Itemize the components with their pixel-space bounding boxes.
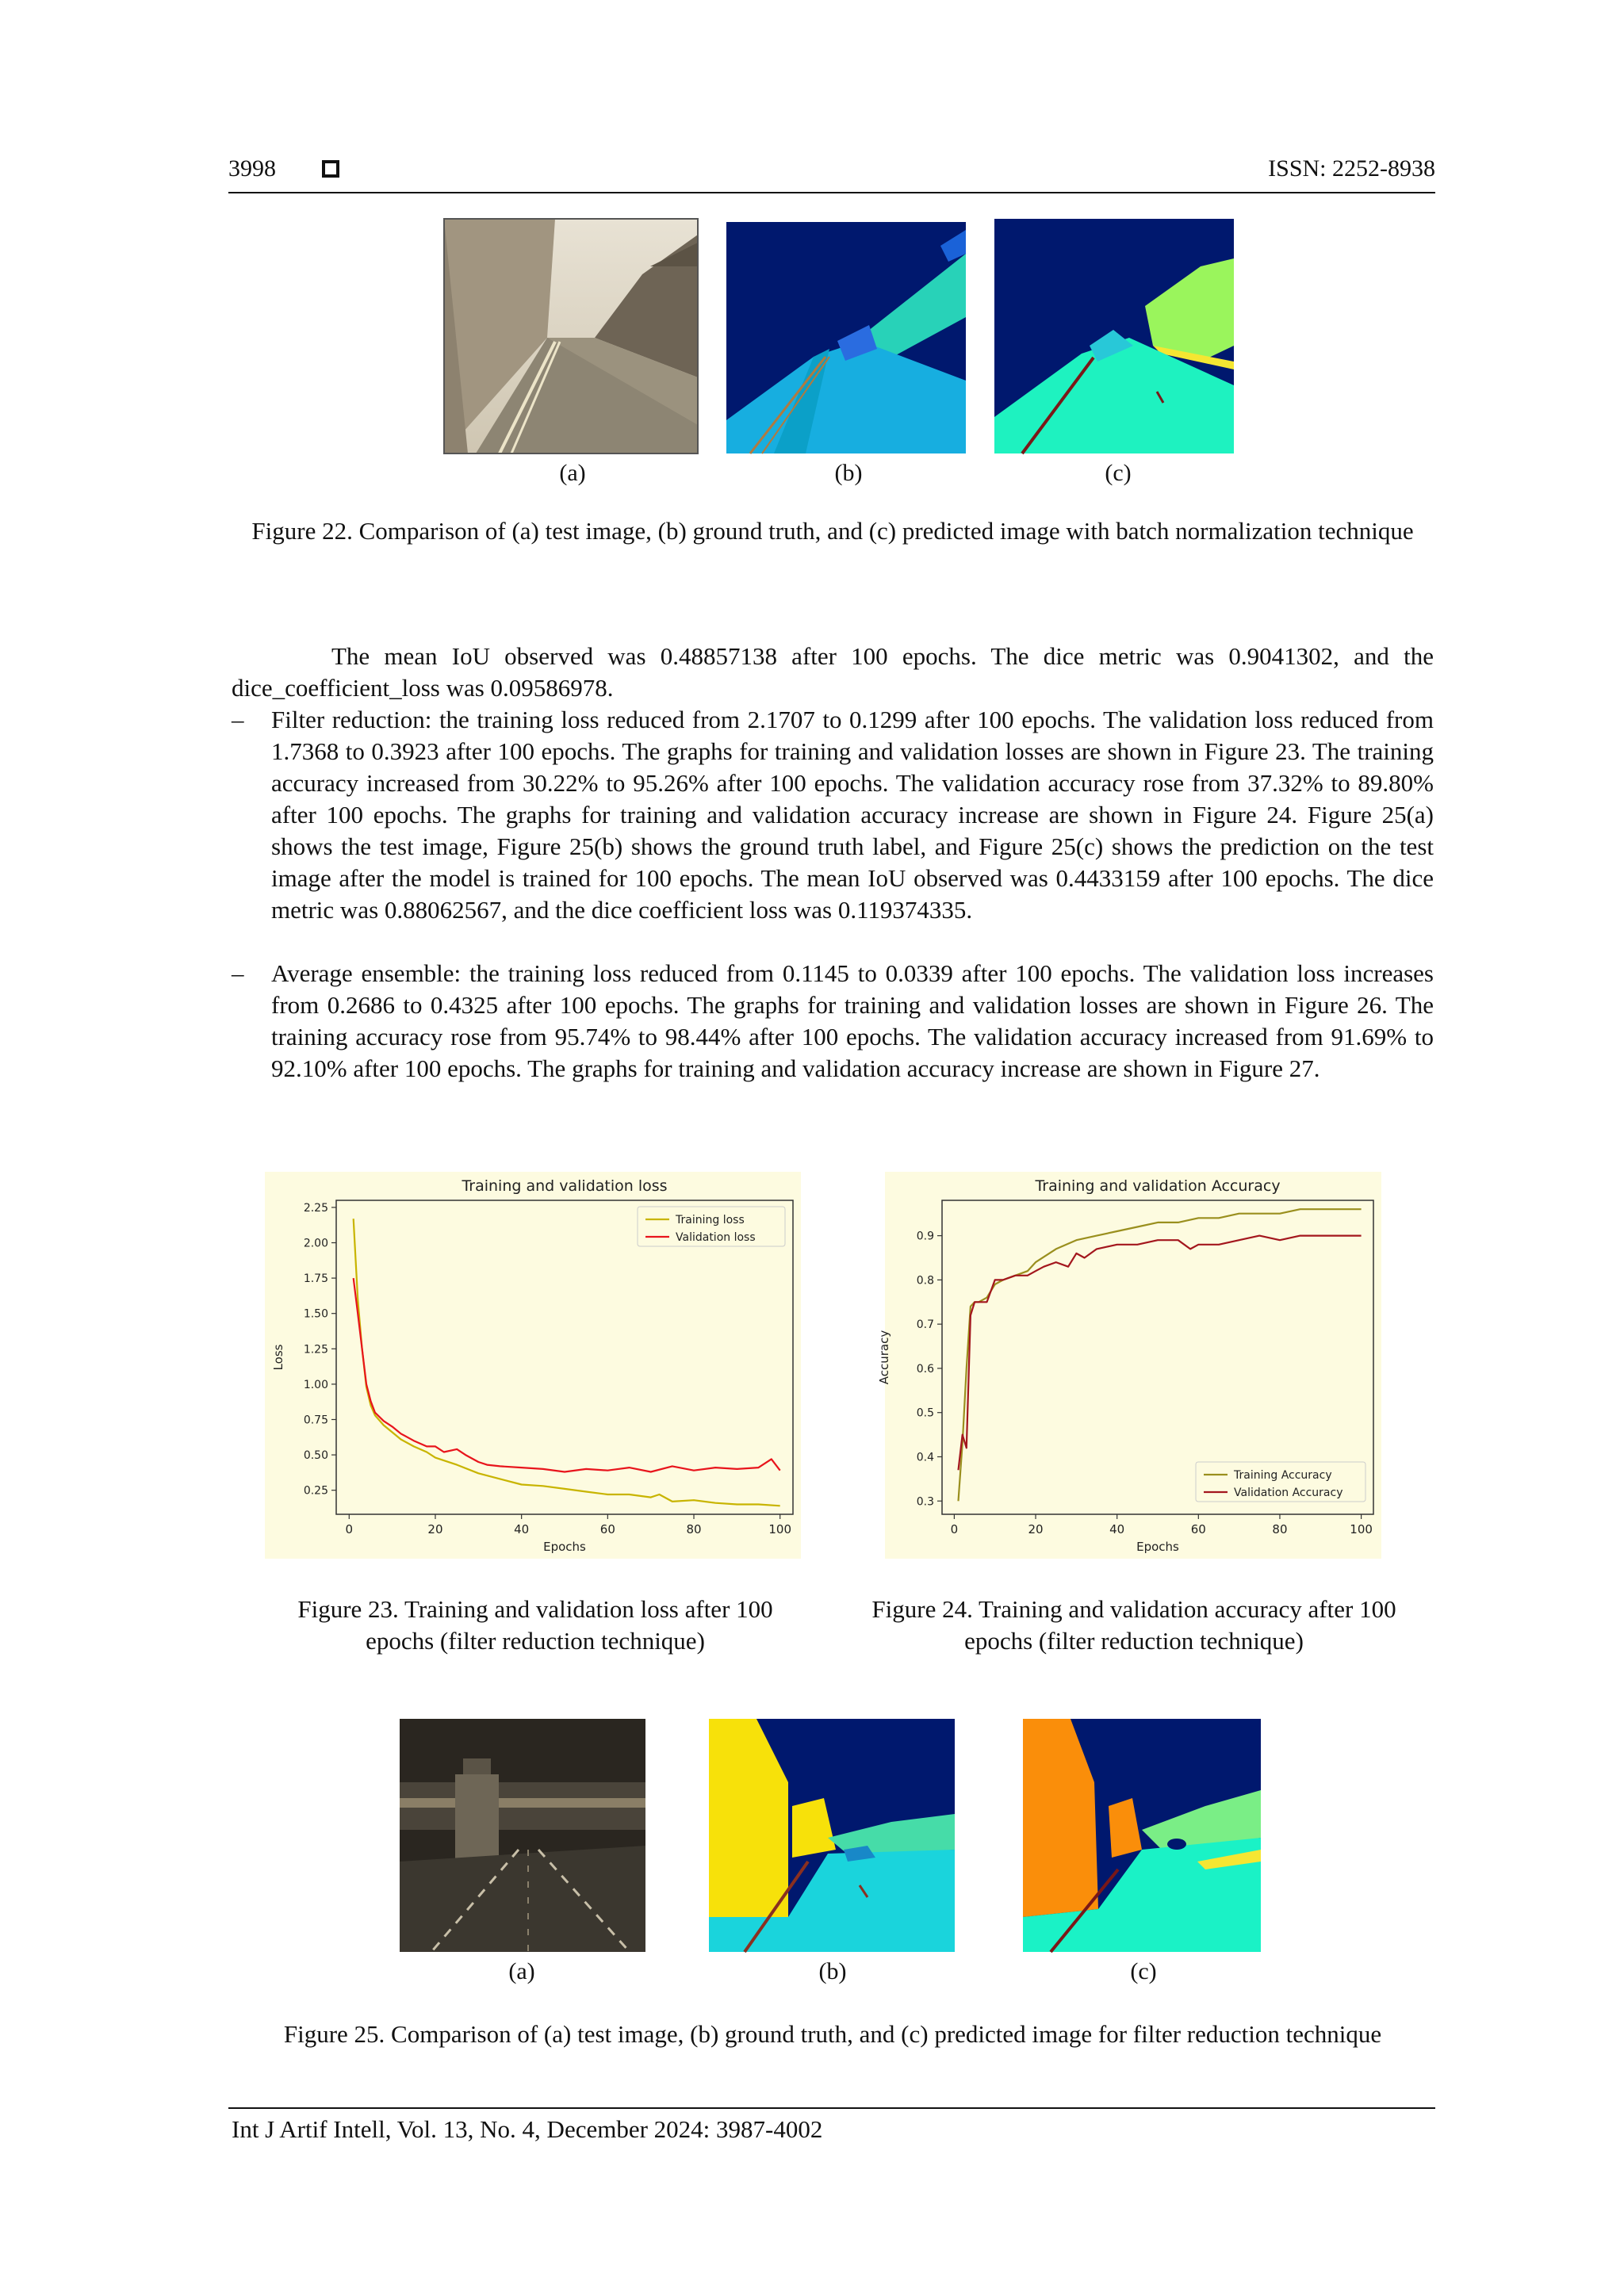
figure25-caption: Figure 25. Comparison of (a) test image, (b) ground truth, and (c) predicted image for filter reduction technique: [283, 2020, 1382, 2048]
y-tick-label: 0.9: [916, 1230, 934, 1243]
y-tick-label: 0.3: [916, 1495, 934, 1509]
x-axis-label: Epochs: [1136, 1540, 1179, 1554]
accuracy-chart-svg: [877, 1172, 1381, 1559]
y-tick-label: 1.50: [303, 1307, 328, 1321]
y-tick-label: 1.00: [303, 1378, 328, 1391]
figure25-label-a: (a): [508, 1958, 535, 1984]
y-tick-label: 0.5: [916, 1406, 934, 1420]
figure22-ground-truth-image: [726, 222, 966, 453]
figure22-predicted-image: [994, 219, 1234, 453]
x-tick-label: 40: [1109, 1522, 1125, 1536]
legend-label: Validation loss: [676, 1231, 756, 1244]
square-bullet-icon: [322, 160, 339, 178]
figure24-accuracy-chart: [877, 1172, 1381, 1559]
bullet-dash: –: [232, 959, 244, 987]
bullet-average-ensemble-text: Average ensemble: the training loss reduced from 0.1145 to 0.0339 after 100 epochs. The validation loss increases from 0.2686 to 0.4325 after 100 epochs. The graphs for training and validation losses are shown in Figure 26. The training accuracy rose from 95.74% to 98.44% after 100 epochs. The validation accuracy increased from 91.69% to 92.10% after 100 epochs. The graphs for training and validation accuracy increase are shown in Figure 27.: [271, 959, 1434, 1082]
bullet-filter-reduction-text: Filter reduction: the training loss reduced from 2.1707 to 0.1299 after 100 epochs. The validation loss reduced from 1.7368 to 0.3923 after 100 epochs. The graphs for training and validation losses are shown in Figure 23. The training accuracy increased from 30.22% to 95.26% after 100 epochs. The validation accuracy rose from 37.32% to 89.80% after 100 epochs. The graphs for training and validation accuracy increase are shown in Figure 24. Figure 25(a) shows the test image, Figure 25(b) shows the ground truth label, and Figure 25(c) shows the prediction on the test image after the model is trained for 100 epochs. The mean IoU observed was 0.4433159 after 100 epochs. The dice metric was 0.88062567, and the dice coefficient loss was 0.119374335.: [271, 706, 1434, 924]
figure23-caption: Figure 23. Training and validation loss after 100 epochs (filter reduction technique): [297, 1595, 773, 1655]
x-tick-label: 20: [1028, 1522, 1044, 1536]
y-tick-label: 0.25: [303, 1484, 328, 1498]
y-tick-label: 1.75: [303, 1272, 328, 1286]
y-tick-label: 2.00: [303, 1237, 328, 1250]
bullet-average-ensemble: [232, 958, 1434, 1085]
plot-frame: [336, 1200, 793, 1514]
figure25-predicted-image: [1023, 1719, 1261, 1952]
figure25-label-c: (c): [1130, 1958, 1157, 1984]
y-tick-label: 2.25: [303, 1201, 328, 1215]
x-axis-label: Epochs: [543, 1540, 586, 1554]
paragraph-mean-iou: The mean IoU observed was 0.48857138 after 100 epochs. The dice metric was 0.9041302, and the dice_coefficient_loss was 0.09586978.: [232, 642, 1434, 702]
x-tick-label: 40: [514, 1522, 530, 1536]
y-tick-label: 0.75: [303, 1414, 328, 1427]
x-tick-label: 100: [768, 1522, 792, 1536]
footer-rule: [228, 2107, 1435, 2109]
legend-label: Validation Accuracy: [1234, 1487, 1343, 1499]
figure22-label-c: (c): [1105, 460, 1132, 486]
figure25-test-image: [400, 1719, 645, 1952]
x-tick-label: 80: [1272, 1522, 1288, 1536]
figure24-caption: Figure 24. Training and validation accuracy after 100 epochs (filter reduction technique): [871, 1595, 1396, 1655]
issn: ISSN: 2252-8938: [1268, 155, 1435, 182]
legend-label: Training Accuracy: [1234, 1469, 1332, 1482]
x-tick-label: 80: [686, 1522, 702, 1536]
y-tick-label: 0.8: [916, 1274, 934, 1288]
page-number: 3998: [228, 155, 276, 182]
figure22-label-a: (a): [559, 460, 586, 486]
figure22-test-image: [444, 219, 698, 453]
footer-citation: Int J Artif Intell, Vol. 13, No. 4, December 2024: 3987-4002: [232, 2115, 823, 2143]
bullet-dash: –: [232, 706, 244, 733]
x-tick-label: 100: [1350, 1522, 1373, 1536]
x-tick-label: 20: [427, 1522, 443, 1536]
legend-label: Training loss: [676, 1214, 745, 1226]
y-axis-label: Loss: [271, 1344, 285, 1371]
figure23-loss-chart: [265, 1172, 801, 1559]
loss-chart-svg: [265, 1172, 801, 1559]
x-tick-label: 60: [1190, 1522, 1206, 1536]
chart-title: Training and validation loss: [462, 1177, 668, 1195]
figure25-label-b: (b): [818, 1958, 847, 1984]
page-header: [228, 155, 1435, 193]
x-tick-label: 0: [950, 1522, 959, 1536]
bullet-filter-reduction: [232, 704, 1434, 926]
y-tick-label: 0.4: [916, 1451, 934, 1464]
y-tick-label: 1.25: [303, 1343, 328, 1357]
figure25-ground-truth-image: [709, 1719, 955, 1952]
header-rule: [228, 192, 1435, 193]
x-tick-label: 60: [599, 1522, 615, 1536]
figure22-caption: Figure 22. Comparison of (a) test image, (b) ground truth, and (c) predicted image with batch normalization technique: [251, 517, 1414, 545]
y-tick-label: 0.6: [916, 1362, 934, 1376]
figure22-label-b: (b): [834, 460, 863, 486]
x-tick-label: 0: [345, 1522, 354, 1536]
chart-title: Training and validation Accuracy: [1035, 1177, 1281, 1195]
y-axis-label: Accuracy: [877, 1330, 891, 1385]
y-tick-label: 0.50: [303, 1449, 328, 1463]
y-tick-label: 0.7: [916, 1318, 934, 1332]
